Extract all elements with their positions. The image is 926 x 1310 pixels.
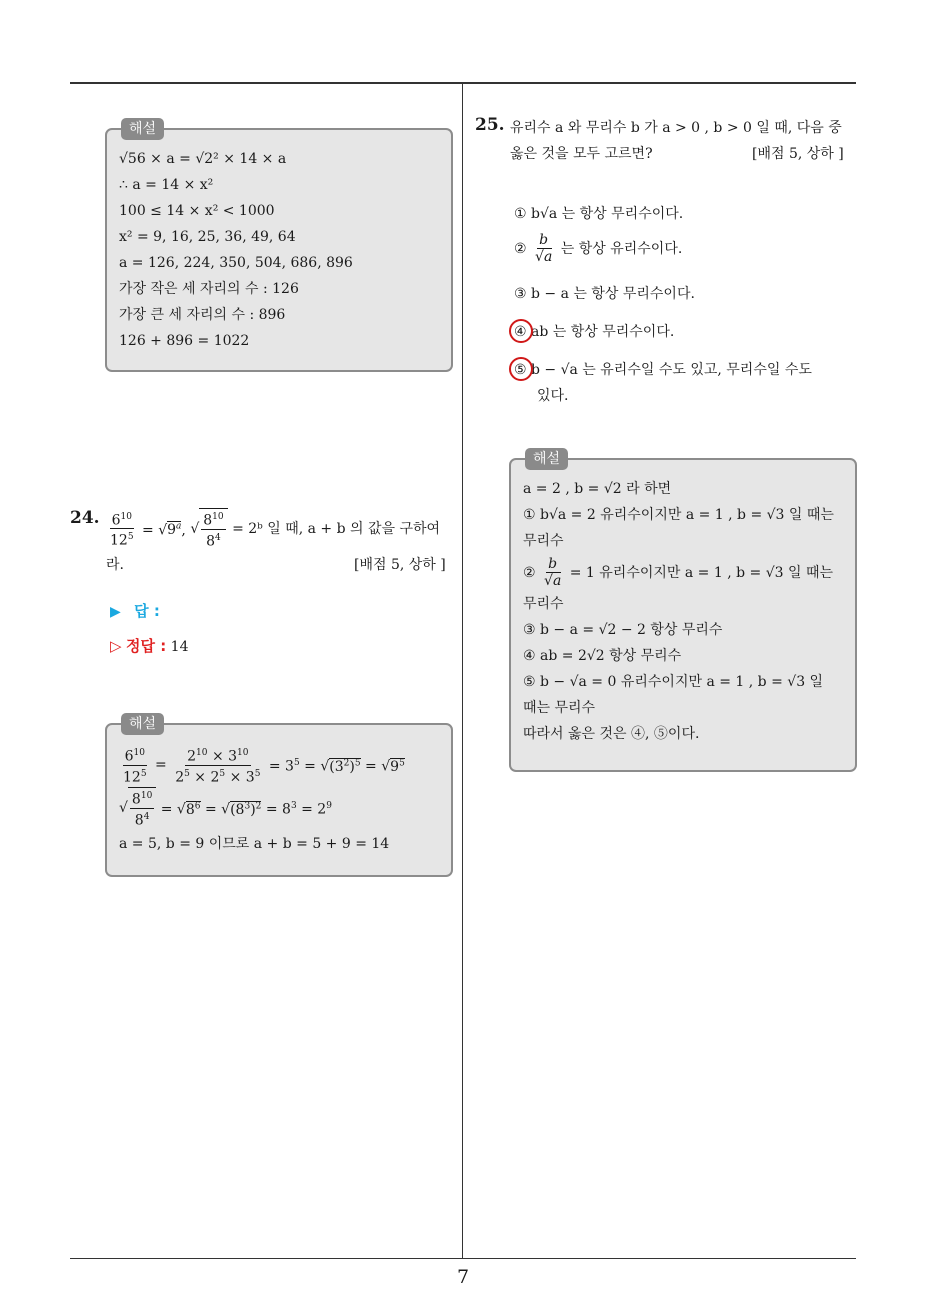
choice-5-continued: 있다. — [537, 388, 569, 404]
question-25-line1: 유리수 a 와 무리수 b 가 a > 0 , b > 0 일 때, 다음 중 — [510, 120, 842, 136]
fraction: $\frac{8^{10}}{8^4}$ — [201, 509, 225, 549]
fraction: $\frac{6^{10}}{12^5}$ — [108, 509, 136, 549]
solution-box-25 — [509, 451, 857, 772]
correct-value: 14 — [170, 639, 189, 655]
choice-5[interactable]: ⑤ b − √a 는 유리수일 수도 있고, 무리수일 수도 — [514, 358, 812, 382]
solution-line: 가장 큰 세 자리의 수 : 896 — [119, 307, 286, 323]
question-24-text: = 2ᵇ 일 때, a + b 의 값을 구하여 — [232, 520, 441, 537]
solution-line: ① b√a = 2 유리수이지만 a = 1 , b = √3 일 때는 — [523, 507, 834, 523]
solution-line: 126 + 896 = 1022 — [119, 333, 250, 349]
solution-line: 따라서 옳은 것은 ④, ⑤이다. — [523, 726, 700, 742]
solution-line: $\frac{6^{10}}{12^5}$ = $\frac{2^{10} \times 3^{10}}{2^5 \times 2^5 \times 3^5}$ = $3^5 = √(3^2)^5 = √9^5$ — [119, 745, 441, 785]
selected-circle — [509, 319, 533, 343]
solution-box-24 — [105, 716, 453, 877]
solution-tag: 해설 — [121, 118, 164, 140]
correct-label: 정답 : — [126, 637, 167, 655]
choice-4[interactable]: ④ ab 는 항상 무리수이다. — [514, 320, 674, 344]
question-25-line2: 옳은 것을 모두 고르면? — [510, 146, 653, 162]
solution-line: √56 × a = √2² × 14 × a — [119, 151, 287, 167]
selected-circle — [509, 357, 533, 381]
solution-line: a = 2 , b = √2 라 하면 — [523, 481, 672, 497]
solution-line: 가장 작은 세 자리의 수 : 126 — [119, 281, 299, 297]
solution-line: √ $\frac{8^{10}}{8^4}$ = $√8^6 = √(8^3)^2 = 8^3 = 2^9$ — [119, 787, 441, 828]
solution-line: ② $\frac{b}{√a}$ = 1 유리수이지만 a = 1 , b = √3 일 때는 — [523, 556, 834, 589]
solution-box-23 — [105, 121, 453, 372]
question-25-score: [배점 5, 상하 ] — [752, 146, 844, 162]
answer-label: 답 : — [134, 602, 160, 620]
solution-line: x² = 9, 16, 25, 36, 49, 64 — [119, 229, 296, 245]
answer-row — [110, 598, 160, 625]
solution-line: ③ b − a = √2 − 2 항상 무리수 — [523, 622, 723, 638]
page-number: 7 — [456, 1266, 470, 1288]
column-divider — [462, 84, 463, 1258]
question-24-score: [배점 5, 상하 ] — [354, 557, 446, 573]
solution-line: ⑤ b − √a = 0 유리수이지만 a = 1 , b = √3 일 — [523, 674, 824, 690]
question-number-24: 24. — [70, 508, 100, 528]
question-24-line1: $\frac{6^{10}}{12^5}$ = $√9^a$, √ $\frac{8^{10}}{8^4}$ = 2ᵇ 일 때, a + b 의 값을 구하여 — [106, 508, 456, 549]
solution-line: 무리수 — [523, 596, 564, 612]
top-rule — [70, 82, 856, 84]
solution-line: a = 5, b = 9 이므로 a + b = 5 + 9 = 14 — [119, 835, 390, 852]
outline-play-icon: ▷ — [110, 637, 122, 655]
solution-tag: 해설 — [525, 448, 568, 470]
choice-1[interactable]: ① b√a 는 항상 무리수이다. — [514, 206, 684, 222]
bottom-rule — [70, 1258, 856, 1259]
solution-line: 100 ≤ 14 × x² < 1000 — [119, 203, 275, 219]
solution-line: a = 126, 224, 350, 504, 686, 896 — [119, 255, 353, 271]
solution-line: ④ ab = 2√2 항상 무리수 — [523, 648, 682, 664]
question-24-line2: 라. — [106, 557, 124, 573]
solution-tag: 해설 — [121, 713, 164, 735]
solution-line: 때는 무리수 — [523, 700, 596, 716]
choice-3[interactable]: ③ b − a 는 항상 무리수이다. — [514, 286, 695, 302]
correct-answer-row — [110, 633, 188, 660]
choice-2[interactable]: ② $\frac{b}{√a}$ 는 항상 유리수이다. — [514, 232, 683, 265]
solution-line: 무리수 — [523, 533, 564, 549]
play-icon: ▶ — [110, 604, 121, 620]
solution-line: ∴ a = 14 × x² — [119, 177, 214, 193]
question-number-25: 25. — [475, 115, 505, 135]
